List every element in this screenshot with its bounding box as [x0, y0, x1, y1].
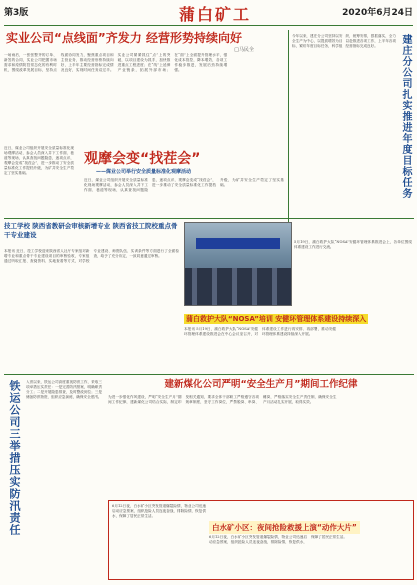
article-title: 蒲白救护大队“NOSA”培训 安健环管理体系建设持续深入 — [186, 315, 367, 323]
article-body: 近日，煤业公司组织开展安全质量标准化现场观摩活动，参会人员深入井下工作面、巷道等现场，认真查找问题隐患，逐项点评，观摩会变成“找茬会”，进一步推动了安全质量标准化工作提档升级，为矿井安全生产奠定了坚实基础。 — [4, 146, 74, 175]
article-body: 本报讯 近日，技工学校迎来陕西省人社厅专家组对新增专业和重点骨干专业建设项目的审核验收，专家组通过听取汇报、查阅资料、实地查看等方式，对学校专业建设、师资队伍、实训条件等方面进行了全面检查，给予了充分肯定，一致同意通过审核。 — [4, 249, 179, 263]
article-body: 为进一步强化作风建设，严明“安全生产月”期间工作纪律，建新煤化公司结合实际，制定印发相关通知，要求全体干部职工严格遵守各项规章制度，坚守工作岗位，严禁脱岗、串岗、睡岗，严格落实安全生产责任制，确保安全生产月活动扎实开展，取得实效。 — [108, 395, 337, 404]
article-school — [4, 222, 179, 372]
issue-date: 2020年6月24日 — [342, 8, 413, 18]
sidebar-railway — [4, 378, 104, 580]
article-industry — [4, 30, 284, 145]
sidebar-body: 入汛以来，铁运公司高度重视防汛工作，采取三项举措压实责任：一是完善防汛预案，明确职责分工；二是开展隐患排查，及时整改到位；三是储备防汛物资，组织应急演练，确保安全度汛。 — [26, 380, 102, 399]
meeting-attendees — [185, 268, 291, 305]
article-subtitle: ——煤业公司举行安全质量标准化观摩活动 — [96, 169, 192, 175]
article-title: 实业公司“点线面”齐发力 经营形势持续向好 — [6, 31, 242, 45]
article-title: 建新煤化公司严明“安全生产月”期间工作纪律 — [164, 379, 358, 390]
article-title: 技工学校 陕西省教研会审核新增专业 陕西省技工院校重点骨干专业建设 — [4, 222, 178, 239]
photo-caption: 5月19日，蒲白救护大队“NOSA”安健环管理体系推进会上，各单位围绕体系建设工作进行交流。 — [294, 240, 412, 249]
article-body-2: 6月12日夜，白水矿小区突发管道爆裂险情，物业公司迅速启动应急预案，组织抢险人员连夜奋战，排除险情，恢复供水，保障了居民正常生活。 — [209, 535, 347, 544]
article-body: 一场雨后，一张张整齐的订单、新签的合同，实业公司把握市场需求和疫情防控常态化的有利时机，围绕改革发展目标，坚持点线面协同发力，聚焦重点项目和主营业务，推动经营形势持续向好，上半年主要经营指标完成情况良好，实现时间任务双过半。实业公司紧紧抓住“点”上的突破，以项目建设为抓手，加快推进重点工程进度；在“线”上延伸产业链条，拓展外部市场；在“面”上全面提升管理水平，强化成本管控，降本增效，各项工作稳步推进，发展后劲持续增强。 — [4, 53, 228, 72]
sidebar-title: 建庄分公司扎实推进年度目标任务 — [400, 34, 411, 199]
sidebar-title: 铁运公司三举措压实防汛责任 — [8, 380, 21, 536]
nosa-photo — [184, 222, 292, 306]
article-jianxin — [108, 378, 414, 498]
sidebar-jianzhuang — [288, 30, 415, 240]
sidebar-body: 今年以来，建庄分公司坚持以安全生产为中心，以提质增效为目标，紧盯年度目标任务，科学组织，统筹安排，狠抓落实，全力以赴推进各项工作，上半年各项经营指标完成良好。 — [292, 34, 396, 48]
page-number: 第3版 — [4, 8, 29, 18]
article-observation — [4, 146, 284, 216]
article-baishui — [108, 500, 414, 580]
article-title: 白水矿小区：夜间抢险救援上演“动作大片” — [209, 521, 360, 534]
article-title: 观摩会变“找茬会” — [84, 151, 201, 167]
article-body: 6月12日夜，白水矿小区突发管道爆裂险情，物业公司迅速启动应急预案，组织抢险人员连夜奋战，排除险情，恢复供水，保障了居民正常生活。 — [112, 504, 206, 518]
masthead: 蒲白矿工 — [179, 5, 252, 24]
divider — [4, 218, 414, 219]
article-nosa — [184, 306, 414, 370]
article-body-2: 近日，煤业公司组织开展安全质量标准化现场观摩活动，参会人员深入井下工作面、巷道等现场，认真查找问题隐患，逐项点评，观摩会变成“找茬会”，进一步推动了安全质量标准化工作提档升级，为矿井安全生产奠定了坚实基础。 — [84, 178, 284, 192]
article-byline: □马民全 — [234, 47, 254, 53]
article-body: 本报讯 5月19日，蒲白救护大队“NOSA”安健环管理体系建设推进会在中心会议室召开，对体系建设工作进行再安排、再部署，推动安健环管理体系建设持续深入开展。 — [184, 327, 336, 336]
page-header — [4, 3, 413, 26]
divider — [4, 374, 414, 375]
meeting-banner — [196, 238, 281, 249]
